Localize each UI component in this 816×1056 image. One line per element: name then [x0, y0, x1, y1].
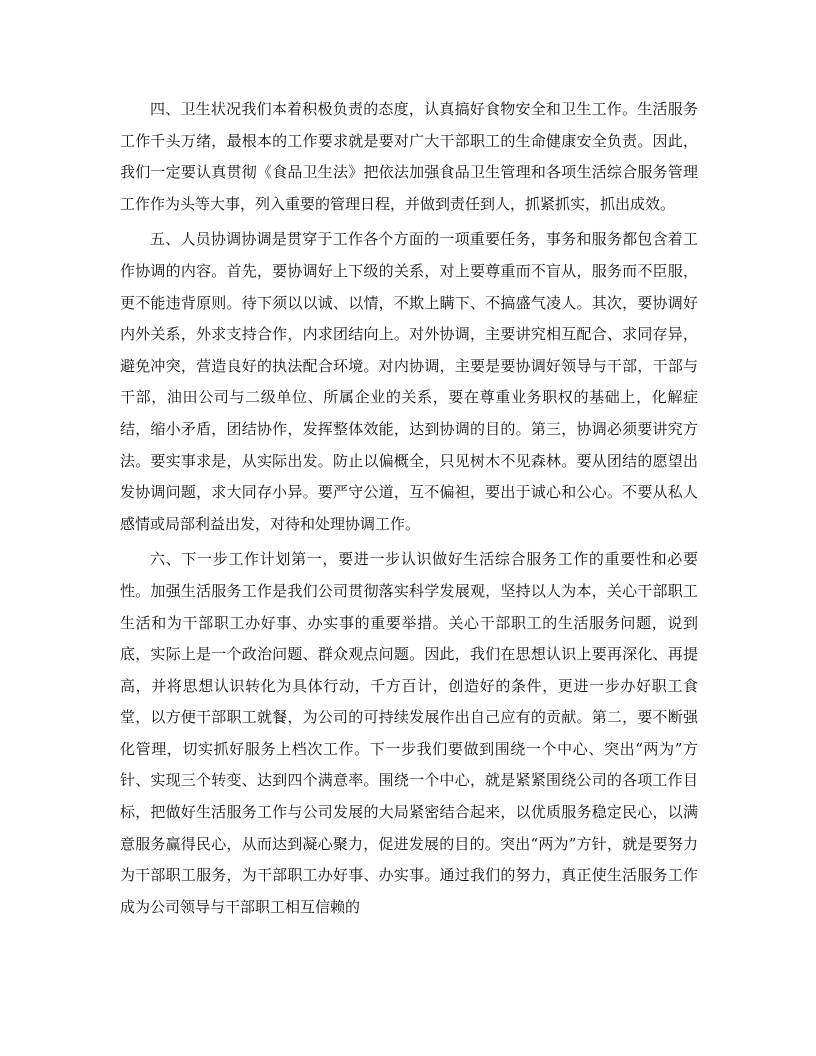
paragraph-work-plan: 六、下一步工作计划第一，要进一步认识做好生活综合服务工作的重要性和必要性。加强生活服务工作是我们公司贯彻落实科学发展观，坚持以人为本，关心干部职工生活和为干部职工办好事、办实事的重要举措。关心干部职工的生活服务问题，说到底，实际上是一个政治问题、群众观点问题。因此，我们在思想认识上要再深化、再提高，并将思想认识转化为具体行动，千方百计，创造好的条件，更进一步办好职工食堂，以方便干部职工就餐，为公司的可持续发展作出自己应有的贡献。第二，要不断强化管理，切实抓好服务上档次工作。下一步我们要做到围绕一个中心、突出“两为”方针、实现三个转变、达到四个满意率。围绕一个中心，就是紧紧围绕公司的各项工作目标，把做好生活服务工作与公司发展的大局紧密结合起来，以优质服务稳定民心，以满意服务赢得民心，从而达到凝心聚力，促进发展的目的。突出“两为”方针，就是要努力为干部职工服务，为干部职工办好事、办实事。通过我们的努力，真正使生活服务工作成为公司领导与干部职工相互信赖的 — [120, 550, 698, 916]
paragraph-hygiene: 四、卫生状况我们本着积极负责的态度，认真搞好食物安全和卫生工作。生活服务工作千头万绪，最根本的工作要求就是要对广大干部职工的生命健康安全负责。因此，我们一定要认真贯彻《食品卫生法》把依法加强食品卫生管理和各项生活综合服务管理工作作为头等大事，列入重要的管理日程，并做到责任到人，抓紧抓实，抓出成效。 — [120, 100, 698, 213]
document-body — [120, 94, 698, 927]
paragraph-coordination: 五、人员协调协调是贯穿于工作各个方面的一项重要任务，事务和服务都包含着工作协调的内容。首先，要协调好上下级的关系，对上要尊重而不盲从，服务而不臣服，更不能违背原则。待下须以以诚、以情，不欺上瞒下、不搞盛气凌人。其次，要协调好内外关系，外求支持合作，内求团结向上。对外协调，主要讲究相互配合、求同存异，避免冲突，营造良好的执法配合环境。对内协调，主要是要协调好领导与干部，干部与干部，油田公司与二级单位、所属企业的关系，要在尊重业务职权的基础上，化解症结，缩小矛盾，团结协作，发挥整体效能，达到协调的目的。第三，协调必须要讲究方法。要实事求是，从实际出发。防止以偏概全，只见树木不见森林。要从团结的愿望出发协调问题，求大同存小异。要严守公道，互不偏袒，要出于诚心和公心。不要从私人感情或局部利益出发，对待和处理协调工作。 — [120, 230, 698, 533]
